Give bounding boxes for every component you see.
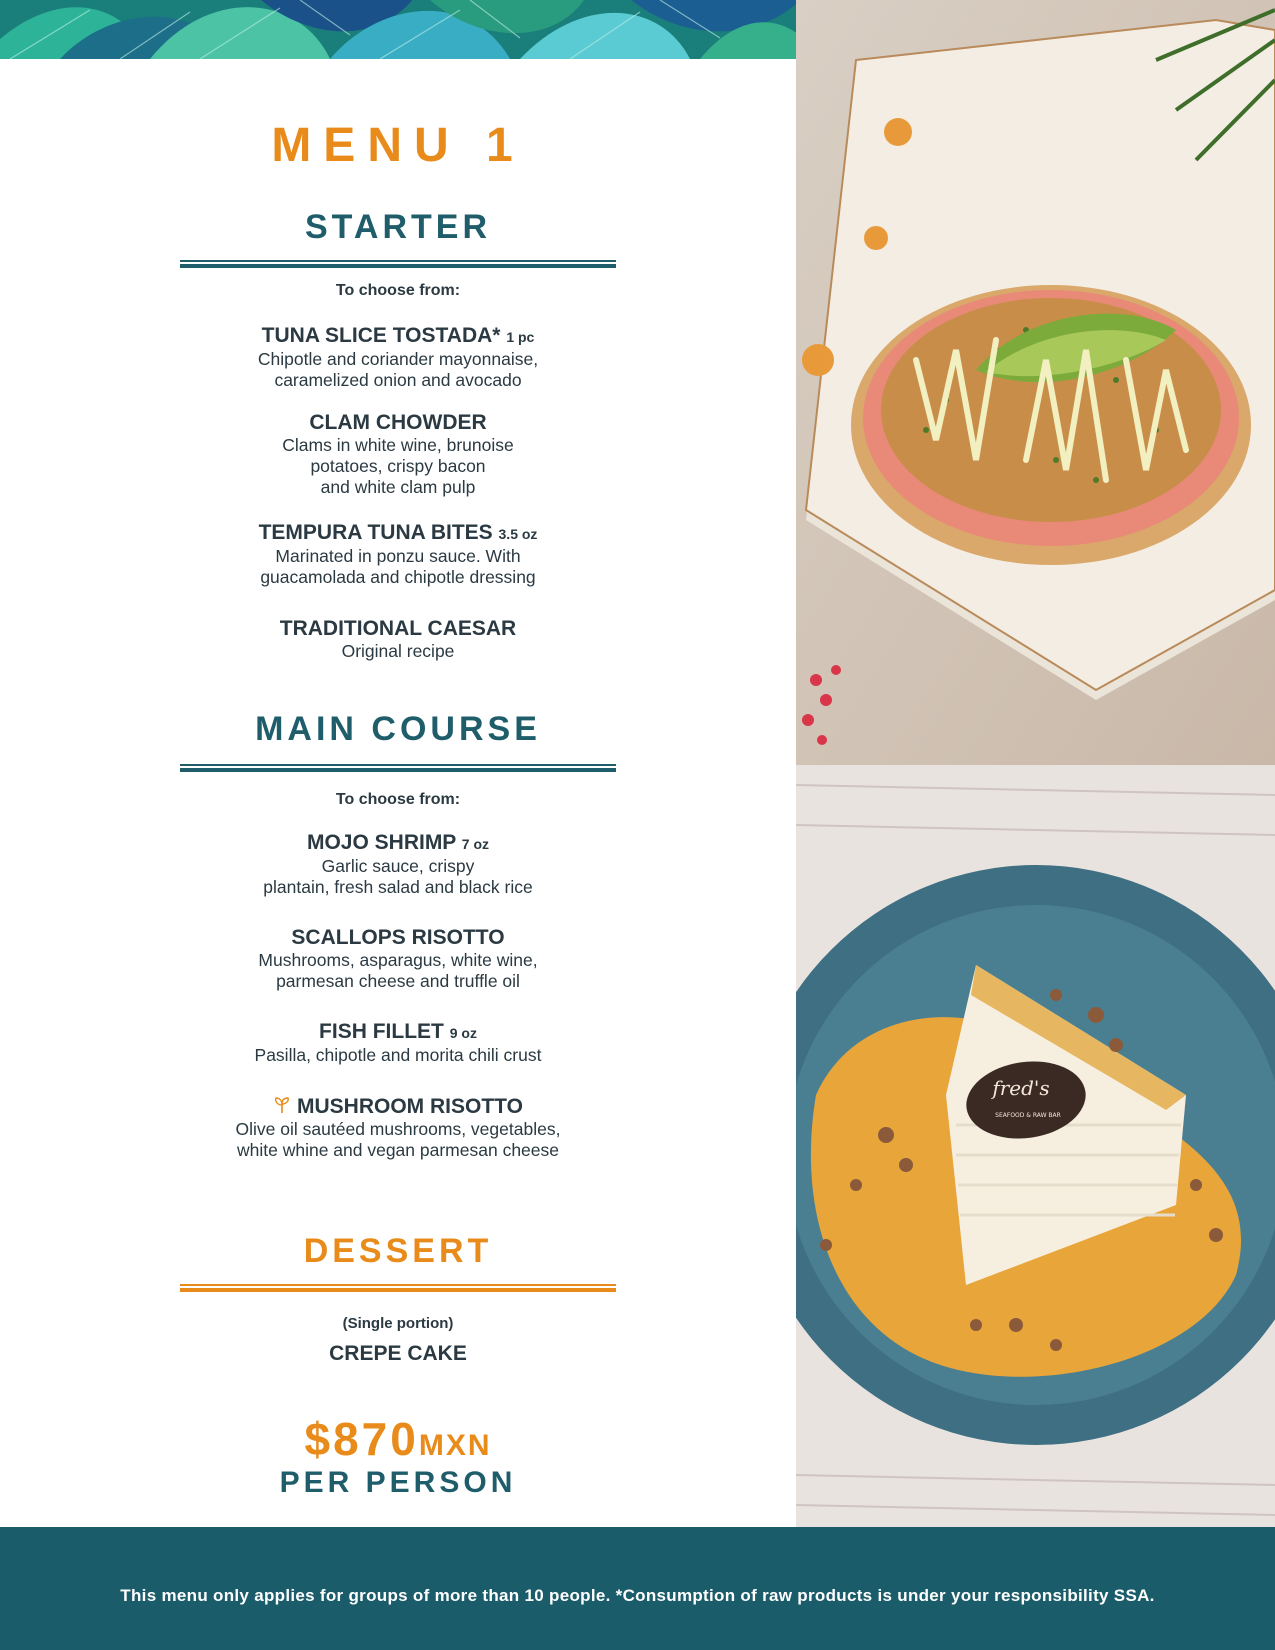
dessert-portion-label: (Single portion) (342, 1315, 454, 1332)
item-desc: Marinated in ponzu sauce. With guacamolada and chipotle dressing (260, 546, 536, 587)
item-name: TRADITIONAL CAESAR (279, 617, 517, 640)
price-currency: MXN (418, 1429, 492, 1462)
item-name: SCALLOPS RISOTTO (291, 926, 505, 949)
footer-disclaimer: This menu only applies for groups of more than 10 people. *Consumption of raw products is under your responsibility SSA. (120, 1586, 1155, 1605)
item-name: TUNA SLICE TOSTADA* (261, 324, 501, 347)
vegan-sprout-icon (273, 1096, 291, 1114)
crepe-cake-photo (796, 765, 1275, 1527)
menu-title: MENU 1 (271, 119, 525, 172)
dessert-item: CREPE CAKE (329, 1342, 467, 1365)
item-desc: Clams in white wine, brunoise potatoes, crispy bacon and white clam pulp (282, 435, 514, 497)
dessert-divider (180, 1284, 616, 1292)
starter-item (160, 411, 636, 498)
main-course-title: MAIN COURSE (255, 710, 541, 748)
item-desc: Original recipe (341, 641, 455, 661)
item-desc: Chipotle and coriander mayonnaise, caramelized onion and avocado (257, 349, 539, 390)
starter-title: STARTER (304, 208, 492, 246)
main-course-divider (180, 764, 616, 772)
item-qty: 9 oz (449, 1025, 477, 1041)
item-desc: Pasilla, chipotle and morita chili crust (254, 1045, 542, 1065)
item-name: MOJO SHRIMP (306, 831, 456, 854)
leaf-banner (0, 0, 796, 59)
price-amount: $870 (304, 1413, 419, 1465)
price-per-person: PER PERSON (279, 1466, 517, 1499)
item-qty: 3.5 oz (498, 526, 538, 542)
main-course-item (160, 1095, 636, 1161)
main-course-choose-label: To choose from: (335, 791, 461, 808)
footer-bar (0, 1527, 1275, 1650)
dessert-title: DESSERT (303, 1232, 493, 1270)
starter-item (160, 521, 636, 588)
item-qty: 7 oz (461, 836, 490, 852)
item-name: TEMPURA TUNA BITES (258, 521, 493, 544)
item-desc: Olive oil sautéed mushrooms, vegetables, white whine and vegan parmesan cheese (235, 1119, 561, 1160)
starter-choose-label: To choose from: (335, 282, 461, 299)
item-qty: 1 pc (506, 329, 535, 345)
tuna-tostada-photo (796, 0, 1275, 765)
tropical-leaves-image (0, 0, 796, 59)
item-desc: Garlic sauce, crispy plantain, fresh salad and black rice (263, 856, 533, 897)
plate-logo-tagline: SEAFOOD & RAW BAR (995, 1112, 1061, 1119)
starter-divider (180, 260, 616, 268)
plate-logo-brand: fred's (992, 1076, 1050, 1100)
item-desc: Mushrooms, asparagus, white wine, parmesan cheese and truffle oil (258, 950, 538, 991)
item-name: MUSHROOM RISOTTO (297, 1095, 523, 1118)
starter-item (160, 324, 636, 391)
item-name: CLAM CHOWDER (309, 411, 487, 434)
main-course-item (160, 831, 636, 898)
price (180, 1412, 616, 1466)
main-course-item (160, 926, 636, 992)
starter-item (160, 617, 636, 662)
main-course-item (160, 1020, 636, 1066)
item-name: FISH FILLET (319, 1020, 444, 1043)
